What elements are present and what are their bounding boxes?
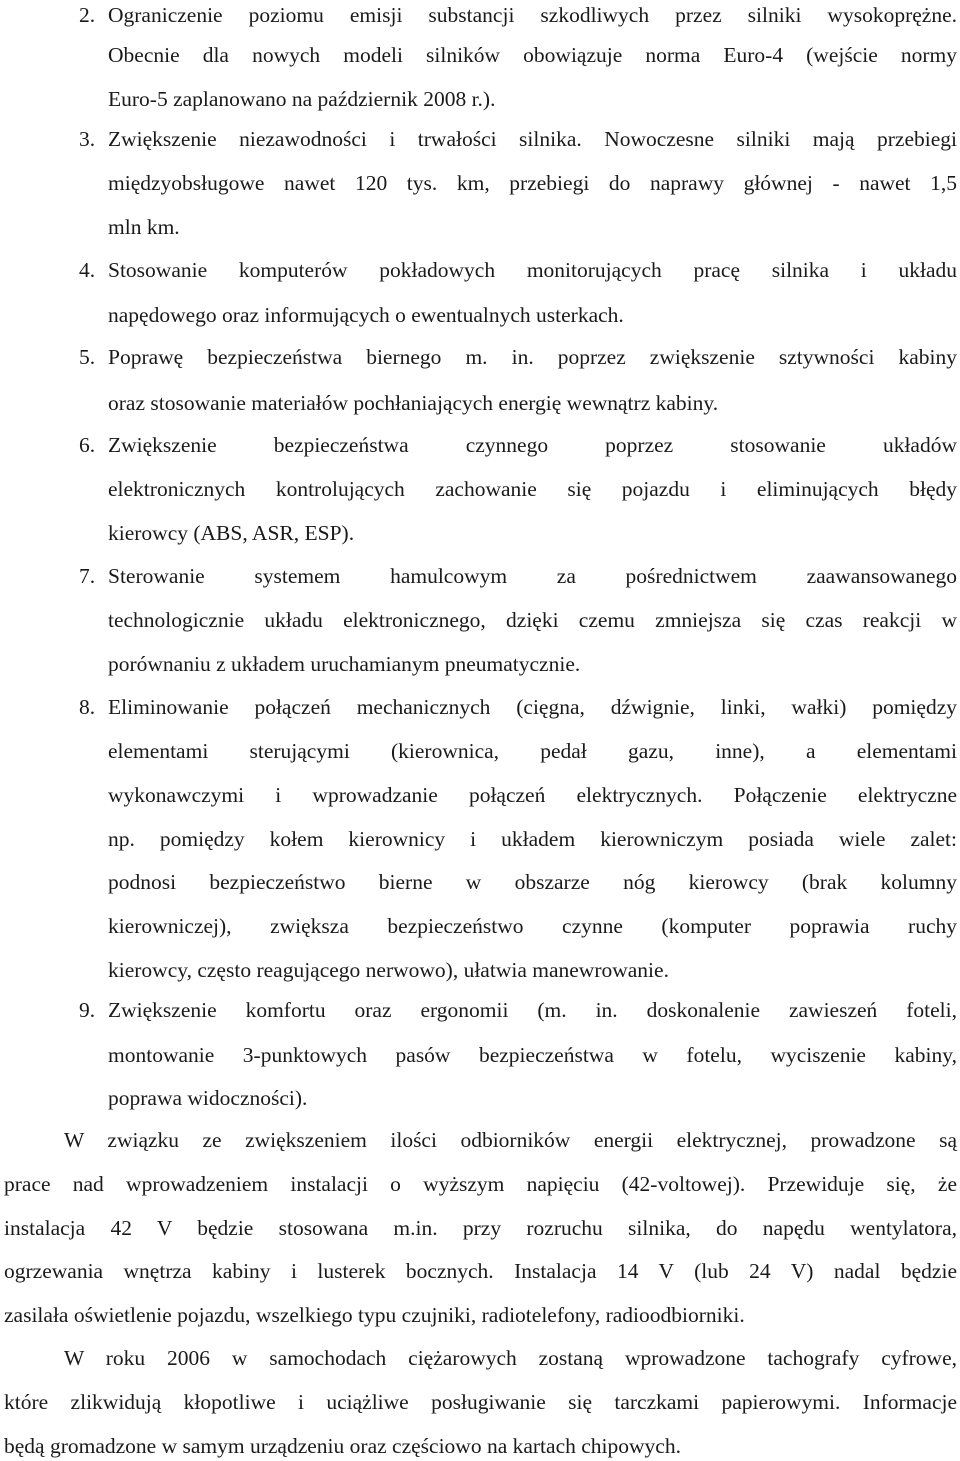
list-item-number: 2. xyxy=(79,3,96,27)
text-line: technologicznie układu elektronicznego, dzięki czemu zmniejsza się czas reakcji w xyxy=(108,608,957,632)
text-line: Stosowanie komputerów pokładowych monitorujących pracę silnika i układu xyxy=(108,258,957,282)
text-line: kierowcy, często reagującego nerwowo), ułatwia manewrowanie. xyxy=(108,958,669,982)
text-line: ogrzewania wnętrza kabiny i lusterek bocznych. Instalacja 14 V (lub 24 V) nadal będzie xyxy=(4,1259,957,1283)
text-line: porównaniu z układem uruchamianym pneumatycznie. xyxy=(108,652,581,676)
text-line: podnosi bezpieczeństwo bierne w obszarze nóg kierowcy (brak kolumny xyxy=(108,870,957,894)
text-line: elektronicznych kontrolujących zachowanie się pojazdu i eliminujących błędy xyxy=(108,477,957,501)
text-line: oraz stosowanie materiałów pochłaniających energię wewnątrz kabiny. xyxy=(108,391,719,415)
text-line: kierowniczej), zwiększa bezpieczeństwo czynne (komputer poprawia ruchy xyxy=(108,914,957,938)
text-line: Sterowanie systemem hamulcowym za pośrednictwem zaawansowanego xyxy=(108,564,957,588)
text-line: Zwiększenie komfortu oraz ergonomii (m. in. doskonalenie zawieszeń foteli, xyxy=(108,998,957,1022)
list-item-number: 6. xyxy=(79,433,96,457)
text-line: mln km. xyxy=(108,215,180,239)
text-line: elementami sterującymi (kierownica, pedał gazu, inne), a elementami xyxy=(108,739,957,763)
list-item-number: 8. xyxy=(79,695,96,719)
text-line: będą gromadzone w samym urządzeniu oraz częściowo na kartach chipowych. xyxy=(4,1434,681,1458)
text-line: zasilała oświetlenie pojazdu, wszelkiego typu czujniki, radiotelefony, radioodbiorniki. xyxy=(4,1303,745,1327)
text-line: montowanie 3-punktowych pasów bezpieczeństwa w fotelu, wyciszenie kabiny, xyxy=(108,1043,957,1067)
text-line: napędowego oraz informujących o ewentualnych usterkach. xyxy=(108,303,624,327)
text-line: które zlikwidują kłopotliwe i uciążliwe posługiwanie się tarczkami papierowymi. Informacje xyxy=(4,1390,957,1414)
list-item-number: 7. xyxy=(79,564,96,588)
text-line: Zwiększenie niezawodności i trwałości silnika. Nowoczesne silniki mają przebiegi xyxy=(108,127,957,151)
text-line: Ograniczenie poziomu emisji substancji szkodliwych przez silniki wysokoprężne. xyxy=(108,3,957,27)
list-item-number: 3. xyxy=(79,127,96,151)
text-line: Eliminowanie połączeń mechanicznych (cięgna, dźwignie, linki, wałki) pomiędzy xyxy=(108,695,957,719)
list-item-number: 5. xyxy=(79,345,96,369)
text-line: poprawa widoczności). xyxy=(108,1086,308,1110)
text-line: W związku ze zwiększeniem ilości odbiorników energii elektrycznej, prowadzone są xyxy=(64,1128,957,1152)
text-line: Euro-5 zaplanowano na październik 2008 r.). xyxy=(108,87,496,111)
text-line: W roku 2006 w samochodach ciężarowych zostaną wprowadzone tachografy cyfrowe, xyxy=(64,1346,957,1370)
text-line: wykonawczymi i wprowadzanie połączeń elektrycznych. Połączenie elektryczne xyxy=(108,783,957,807)
text-line: np. pomiędzy kołem kierownicy i układem kierowniczym posiada wiele zalet: xyxy=(108,827,957,851)
text-line: kierowcy (ABS, ASR, ESP). xyxy=(108,521,355,545)
text-line: Poprawę bezpieczeństwa biernego m. in. poprzez zwiększenie sztywności kabiny xyxy=(108,345,957,369)
text-line: Zwiększenie bezpieczeństwa czynnego poprzez stosowanie układów xyxy=(108,433,957,457)
list-item-number: 4. xyxy=(79,258,96,282)
text-line: instalacja 42 V będzie stosowana m.in. przy rozruchu silnika, do napędu wentylatora, xyxy=(4,1216,957,1240)
text-line: Obecnie dla nowych modeli silników obowiązuje norma Euro-4 (wejście normy xyxy=(108,43,957,67)
list-item-number: 9. xyxy=(79,998,96,1022)
text-line: prace nad wprowadzeniem instalacji o wyższym napięciu (42-voltowej). Przewiduje się, że xyxy=(4,1172,957,1196)
text-line: międzyobsługowe nawet 120 tys. km, przebiegi do naprawy głównej - nawet 1,5 xyxy=(108,171,957,195)
